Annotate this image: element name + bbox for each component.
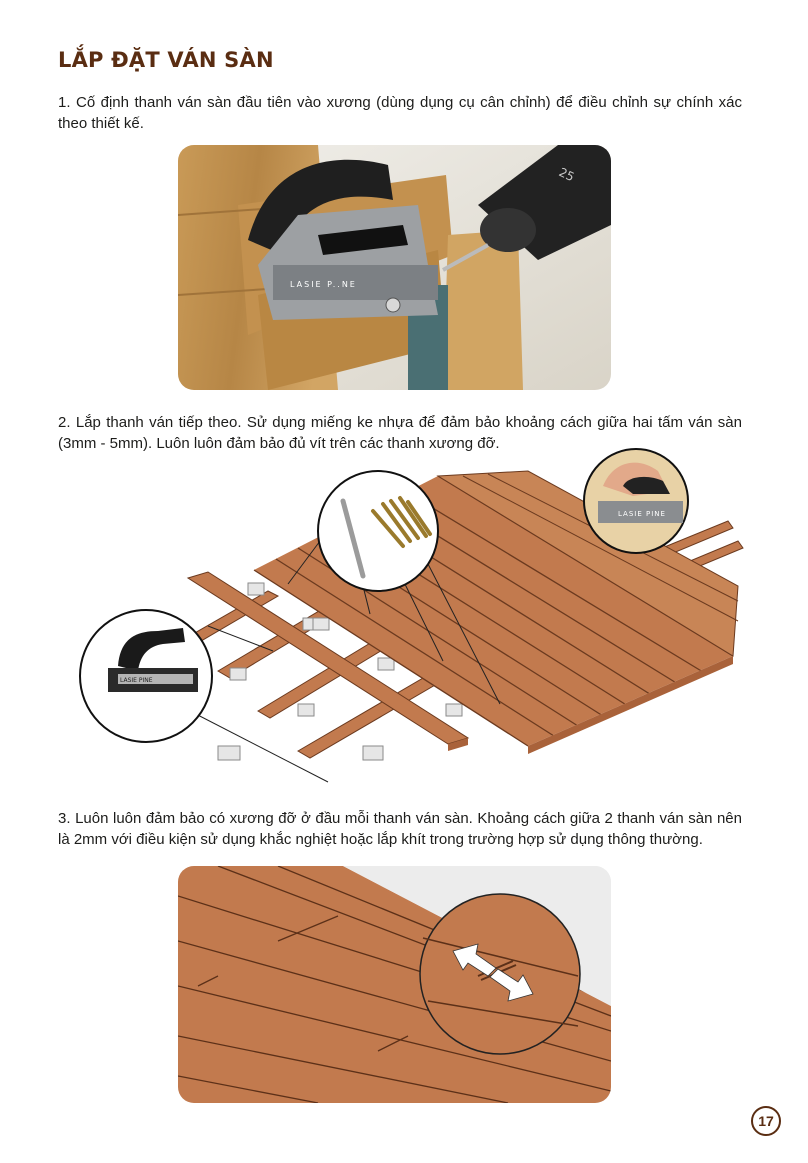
step-3-text: 3. Luôn luôn đảm bảo có xương đỡ ở đầu mỗi thanh ván sàn. Khoảng cách giữa 2 thanh ván sàn nên là 2mm với điều kiện sử dụng khắc nghiệt hoặc lắp khít trong trường hợp sử dụng thông thường. [58, 810, 742, 848]
detail-circle-gap [420, 894, 580, 1054]
tool-brand-photo: LASIE PINE [618, 510, 666, 518]
illustration-deck-assembly [58, 446, 758, 796]
step-2-text: 2. Lắp thanh ván tiếp theo. Sử dụng miếng ke nhựa để đảm bảo khoảng cách giữa hai tấm ván sàn (3mm - 5mm). Luôn luôn đảm bảo đủ vít trên các thanh xương đỡ. [58, 414, 742, 452]
photo-tool-on-first-board [178, 145, 611, 390]
page-number: 17 [751, 1106, 781, 1136]
detail-circle-hands [584, 449, 688, 553]
tool-brand-label: LASIE P..NE [290, 280, 357, 289]
page-title: LẮP ĐẶT VÁN SÀN [58, 48, 274, 72]
tool-brand-small: LASIE PINE [120, 677, 153, 684]
detail-circle-screws [318, 471, 438, 591]
detail-circle-tool [80, 610, 212, 742]
step-1-text: 1. Cố định thanh ván sàn đầu tiên vào xương (dùng dụng cụ cân chỉnh) để điều chỉnh sự chính xác theo thiết kế. [58, 94, 742, 132]
illustration-board-gap [178, 866, 611, 1103]
svg-text:25: 25 [556, 165, 577, 185]
